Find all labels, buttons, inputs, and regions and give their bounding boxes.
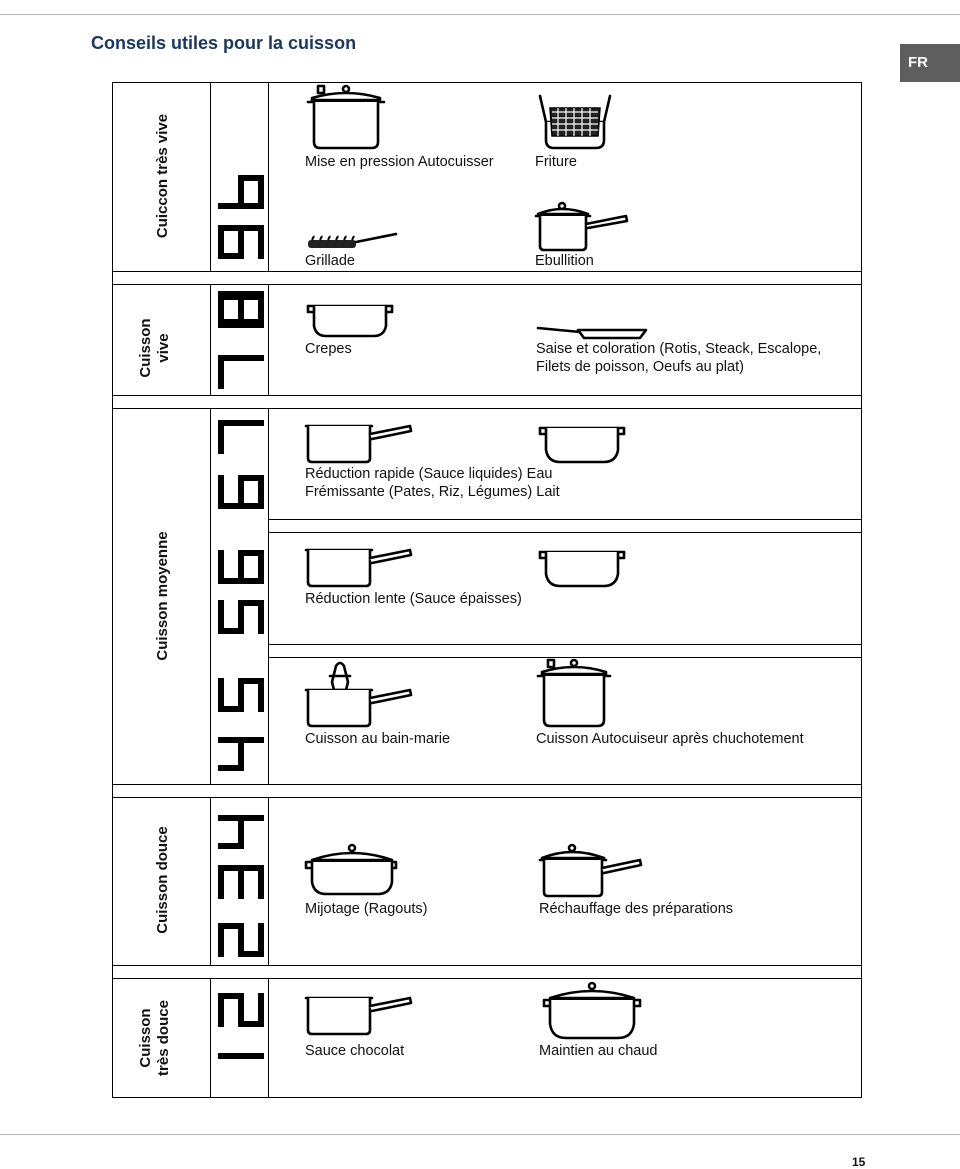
saucepan-icon (300, 988, 420, 1038)
crepe-pot-icon (300, 298, 400, 342)
saucepan-lid-icon (536, 842, 646, 900)
power-digit (221, 740, 261, 768)
power-digit (221, 358, 261, 386)
power-digit (221, 926, 261, 954)
category-douce: Cuisson douce (154, 826, 171, 934)
label-mijotage: Mijotage (Ragouts) (305, 901, 428, 917)
label-maintien-chaud: Maintien au chaud (539, 1043, 658, 1059)
power-digit (221, 818, 261, 846)
power-digit (221, 681, 261, 709)
frying-pan-icon (532, 318, 652, 342)
table-divider (268, 82, 269, 1098)
power-digit (221, 178, 261, 206)
label-ebullition: Ebullition (535, 253, 594, 269)
label-friture: Friture (535, 154, 577, 170)
covered-pot-icon (300, 842, 400, 900)
covered-pot-icon (536, 980, 646, 1042)
label-grillade: Grillade (305, 253, 355, 269)
saucepan-icon (300, 416, 420, 466)
category-tres-douce: Cuisson très douce (137, 1000, 172, 1076)
label-rechauffage: Réchauffage des préparations (539, 901, 734, 917)
power-digit (221, 868, 261, 896)
saucepan-lid-icon (532, 200, 632, 254)
label-bain-marie: Cuisson au bain-marie (305, 731, 451, 747)
pressure-cooker-icon (532, 658, 622, 730)
power-digit (221, 603, 261, 631)
bain-marie-icon (300, 660, 420, 730)
label-saise-coloration: Saise et coloration (Rotis, Steack, Escalope, Filets de poisson, Oeufs au plat) (536, 341, 822, 375)
label-sauce-chocolat: Sauce chocolat (305, 1043, 405, 1059)
label-mise-en-pression: Mise en pression Autocuisser (305, 154, 494, 170)
category-tres-vive: Cuiccon très vive (154, 113, 171, 239)
power-digit (221, 553, 261, 581)
power-digit (221, 423, 261, 451)
language-tab: FR (900, 44, 960, 82)
page-number: 15 (852, 1155, 866, 1169)
footer-rule (0, 1134, 960, 1135)
pressure-cooker-icon (300, 84, 390, 154)
power-digit (221, 996, 261, 1024)
casserole-icon (532, 420, 632, 468)
label-reduction-lente: Réduction lente (Sauce épaisses) (305, 591, 522, 607)
row-separator (268, 532, 862, 533)
power-digit (221, 228, 261, 256)
category-vive: Cuisson vive (137, 318, 172, 378)
label-reduction-rapide: Réduction rapide (Sauce liquides) Eau Frémissante (Pates, Riz, Légumes) Lait (305, 466, 560, 500)
power-level-digits (210, 82, 268, 1098)
category-moyenne: Cuisson moyenne (154, 531, 171, 661)
fryer-basket-icon (530, 92, 620, 152)
casserole-icon (532, 544, 632, 592)
page-title: Conseils utiles pour la cuisson (91, 33, 357, 53)
grill-pan-icon (300, 228, 400, 252)
power-digit (221, 478, 261, 506)
header-rule (0, 14, 960, 15)
label-crepes: Crepes (305, 341, 352, 357)
saucepan-icon (300, 540, 420, 590)
label-autocuiseur-chuchotement: Cuisson Autocuiseur après chuchotement (536, 731, 804, 747)
